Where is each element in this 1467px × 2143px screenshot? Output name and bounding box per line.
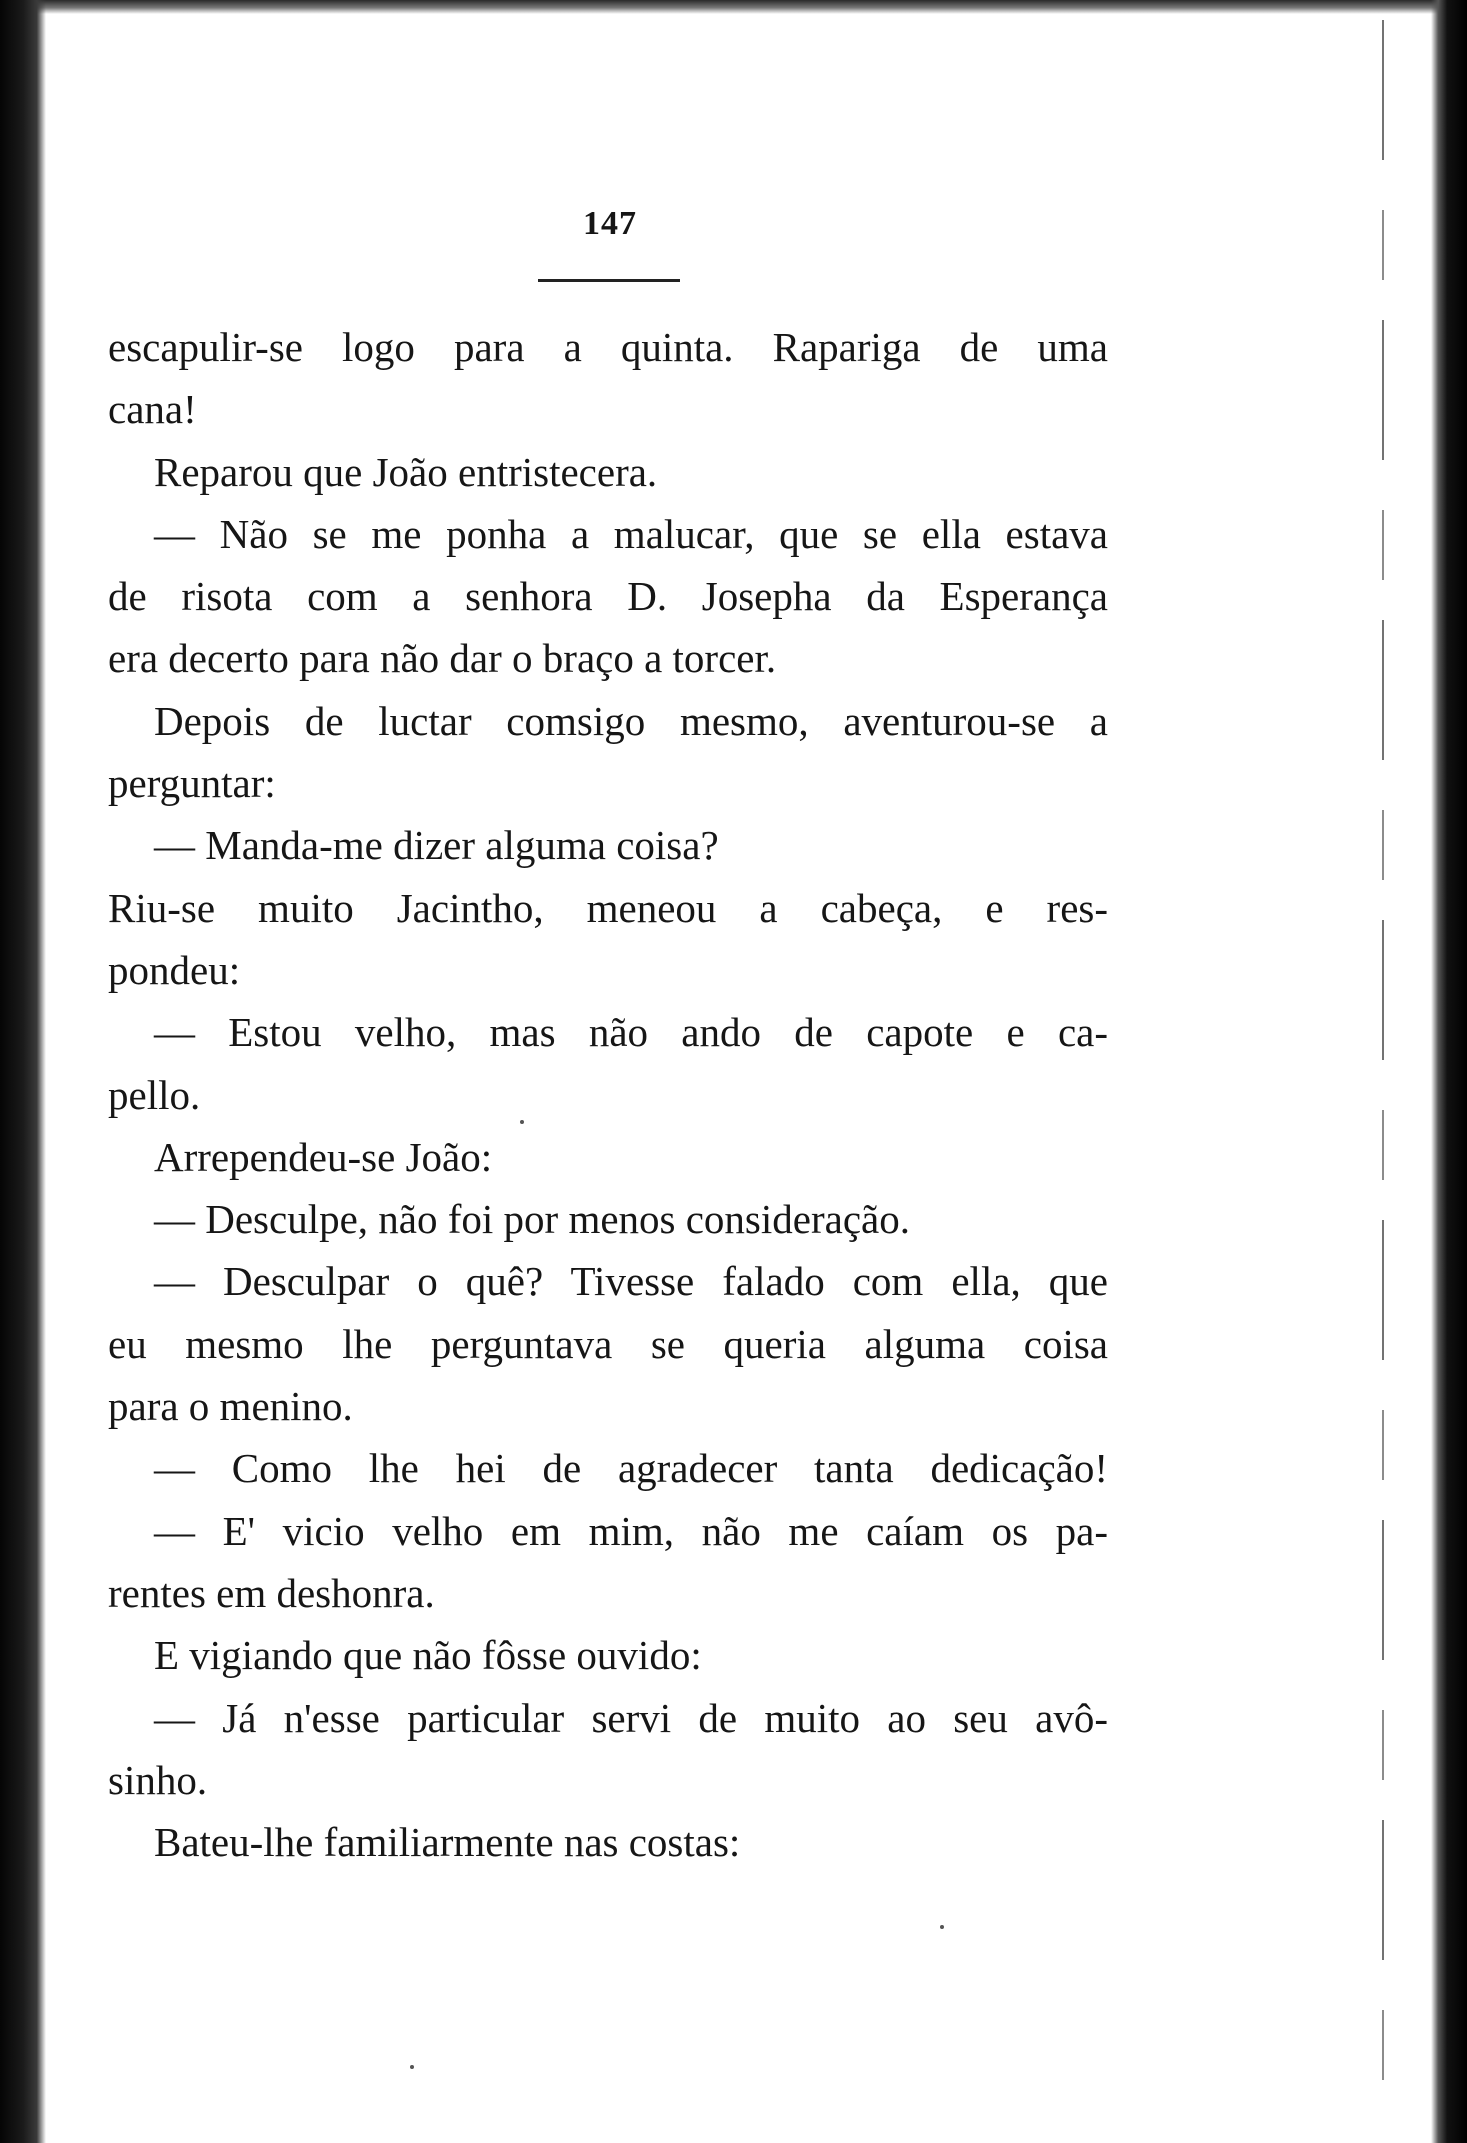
text-line: Reparou que João entristecera.	[154, 448, 658, 495]
text-line: era decerto para não dar o braço a torcer.	[108, 635, 777, 682]
text-line: rentes em deshonra.	[108, 1569, 435, 1616]
text-line: cana!	[108, 386, 197, 433]
text-line: pello.	[108, 1071, 201, 1118]
scan-speck	[520, 1120, 524, 1124]
body-text	[108, 316, 1108, 1873]
text-line: pondeu:	[108, 946, 241, 993]
text-line: para o menino.	[108, 1383, 353, 1430]
page-number: 147	[583, 205, 637, 242]
scan-top-edge	[0, 0, 1467, 14]
text-line: sinho.	[108, 1756, 208, 1803]
text-line: — Estou velho, mas não ando de capote e ca-	[154, 1009, 1108, 1056]
text-line: — Manda-me dizer alguma coisa?	[154, 822, 719, 869]
text-line: — Não se me ponha a malucar, que se ella estava	[154, 510, 1108, 557]
scan-right-edge	[1431, 0, 1467, 2143]
text-line: E vigiando que não fôsse ouvido:	[154, 1632, 702, 1679]
text-line: — Desculpe, não foi por menos consideração.	[154, 1196, 910, 1243]
text-line: — Desculpar o quê? Tivesse falado com ella, que	[154, 1258, 1108, 1305]
text-line: — E' vicio velho em mim, não me caíam os pa-	[154, 1507, 1108, 1554]
text-line: — Como lhe hei de agradecer tanta dedicação!	[154, 1445, 1108, 1492]
scan-margin-line	[1382, 20, 1384, 2120]
text-line: Bateu-lhe familiarmente nas costas:	[154, 1819, 741, 1866]
text-line: eu mesmo lhe perguntava se queria alguma coisa	[108, 1320, 1108, 1367]
text-line: de risota com a senhora D. Josepha da Esperança	[108, 573, 1108, 620]
text-line: Arrependeu-se João:	[154, 1133, 493, 1180]
scan-speck	[410, 2065, 414, 2069]
scan-left-edge	[0, 0, 46, 2143]
text-line: Depois de luctar comsigo mesmo, aventurou-se a	[154, 697, 1108, 744]
text-line: Riu-se muito Jacintho, meneou a cabeça, e res-	[108, 884, 1108, 931]
text-line: perguntar:	[108, 760, 276, 807]
scan-speck	[940, 1925, 944, 1929]
text-line: — Já n'esse particular servi de muito ao seu avô-	[154, 1694, 1108, 1741]
text-line: escapulir-se logo para a quinta. Rapariga de uma	[108, 324, 1108, 370]
header-rule	[538, 279, 680, 282]
